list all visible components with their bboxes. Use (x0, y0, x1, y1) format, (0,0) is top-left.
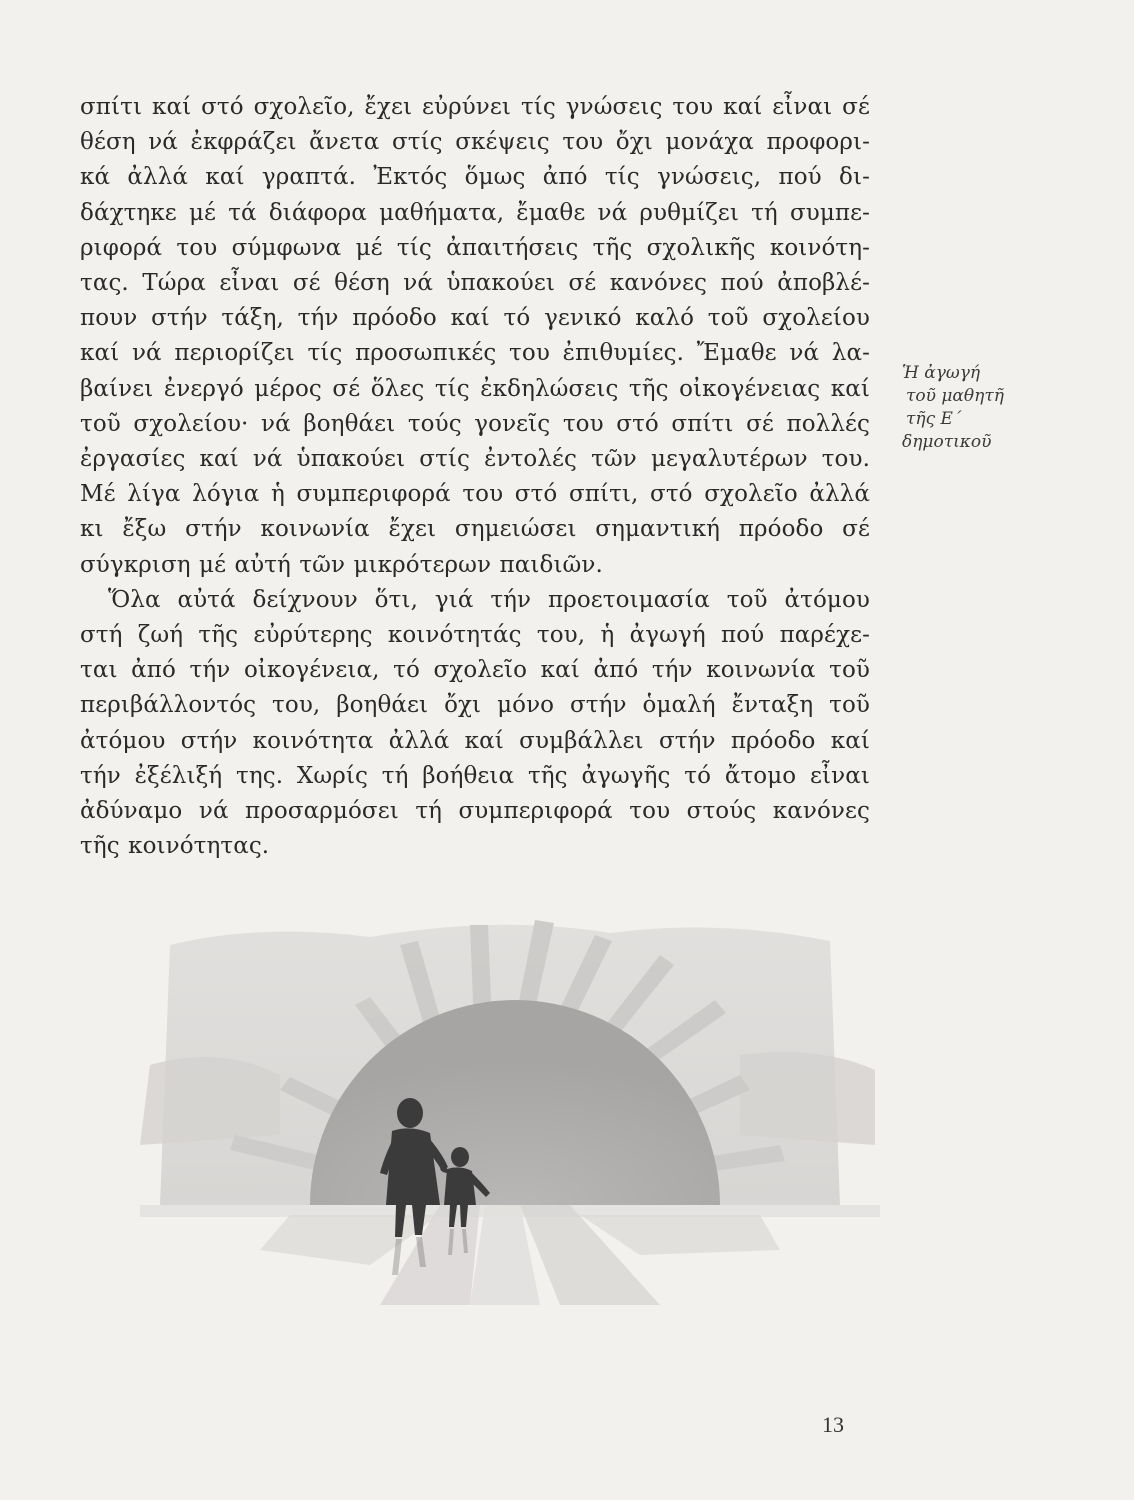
text-line: στή ζωή τῆς εὐρύτερης κοινότητάς του, ἡ ἀγωγή πού παρέχε- (80, 622, 870, 649)
text-line: σπίτι καί στό σχολεῖο, ἔχει εὐρύνει τίς γνώσεις του καί εἶναι σέ (80, 94, 870, 120)
body-text (80, 90, 870, 864)
text-line: περιβάλλοντός του, βοηθάει ὄχι μόνο στήν ὁμαλή ἔνταξη τοῦ (80, 692, 870, 719)
text-line: ἐργασίες καί νά ὑπακούει στίς ἐντολές τῶν μεγαλυτέρων του. (80, 446, 870, 473)
text-line: βαίνει ἐνεργό μέρος σέ ὅλες τίς ἐκδηλώσεις τῆς οἰκογένειας καί (80, 375, 870, 402)
light-path (140, 1205, 880, 1305)
text-line: ριφορά του σύμφωνα μέ τίς ἀπαιτήσεις τῆς σχολικῆς κοινότη- (80, 234, 870, 261)
margin-note-line: τῆς Ε΄ (906, 409, 962, 429)
paragraph-start-line: Ὅλα αὐτά δείχνουν ὅτι, γιά τήν προετοιμασία τοῦ ἀτόμου (108, 586, 870, 613)
text-line: τῆς κοινότητας. (80, 833, 270, 860)
text-line: πουν στήν τάξη, τήν πρόοδο καί τό γενικό καλό τοῦ σχολείου (80, 305, 870, 332)
text-line: σύγκριση μέ αὐτή τῶν μικρότερων παιδιῶν. (80, 551, 603, 578)
text-line: ἀτόμου στήν κοινότητα ἀλλά καί συμβάλλει στήν πρόοδο καί (80, 727, 870, 754)
text-line: καί νά περιορίζει τίς προσωπικές του ἐπιθυμίες. Ἔμαθε νά λα- (80, 340, 870, 367)
margin-note-line: τοῦ μαθητῆ (906, 386, 1004, 406)
margin-note-line: δημοτικοῦ (902, 432, 992, 452)
text-line: Μέ λίγα λόγια ἡ συμπεριφορά του στό σπίτι, στό σχολεῖο ἀλλά (80, 481, 870, 508)
text-line: κι ἔξω στήν κοινωνία ἔχει σημειώσει σημαντική πρόοδο σέ (80, 516, 870, 543)
text-line: κά ἀλλά καί γραπτά. Ἐκτός ὅμως ἀπό τίς γνώσεις, πού δι- (80, 164, 870, 191)
text-line: τοῦ σχολείου· νά βοηθάει τούς γονεῖς του στό σπίτι σέ πολλές (80, 410, 870, 437)
text-line: τας. Τώρα εἶναι σέ θέση νά ὑπακούει σέ κανόνες πού ἀποβλέ- (80, 270, 870, 297)
margin-note (902, 362, 1042, 454)
page-number: 13 (822, 1412, 844, 1437)
text-line: ἀδύναμο νά προσαρμόσει τή συμπεριφορά του στούς κανόνες (80, 798, 870, 825)
text-line: θέση νά ἐκφράζει ἄνετα στίς σκέψεις του ὄχι μονάχα προφορι- (80, 129, 870, 156)
margin-note-line: Ἡ ἀγωγή (902, 363, 981, 383)
sunrise-illustration (140, 905, 880, 1305)
text-line: ται ἀπό τήν οἰκογένεια, τό σχολεῖο καί ἀπό τήν κοινωνία τοῦ (80, 657, 870, 684)
text-line: δάχτηκε μέ τά διάφορα μαθήματα, ἔμαθε νά ρυθμίζει τή συμπε- (80, 199, 870, 226)
text-line: τήν ἐξέλιξή της. Χωρίς τή βοήθεια τῆς ἀγωγῆς τό ἄτομο εἶναι (80, 762, 870, 789)
